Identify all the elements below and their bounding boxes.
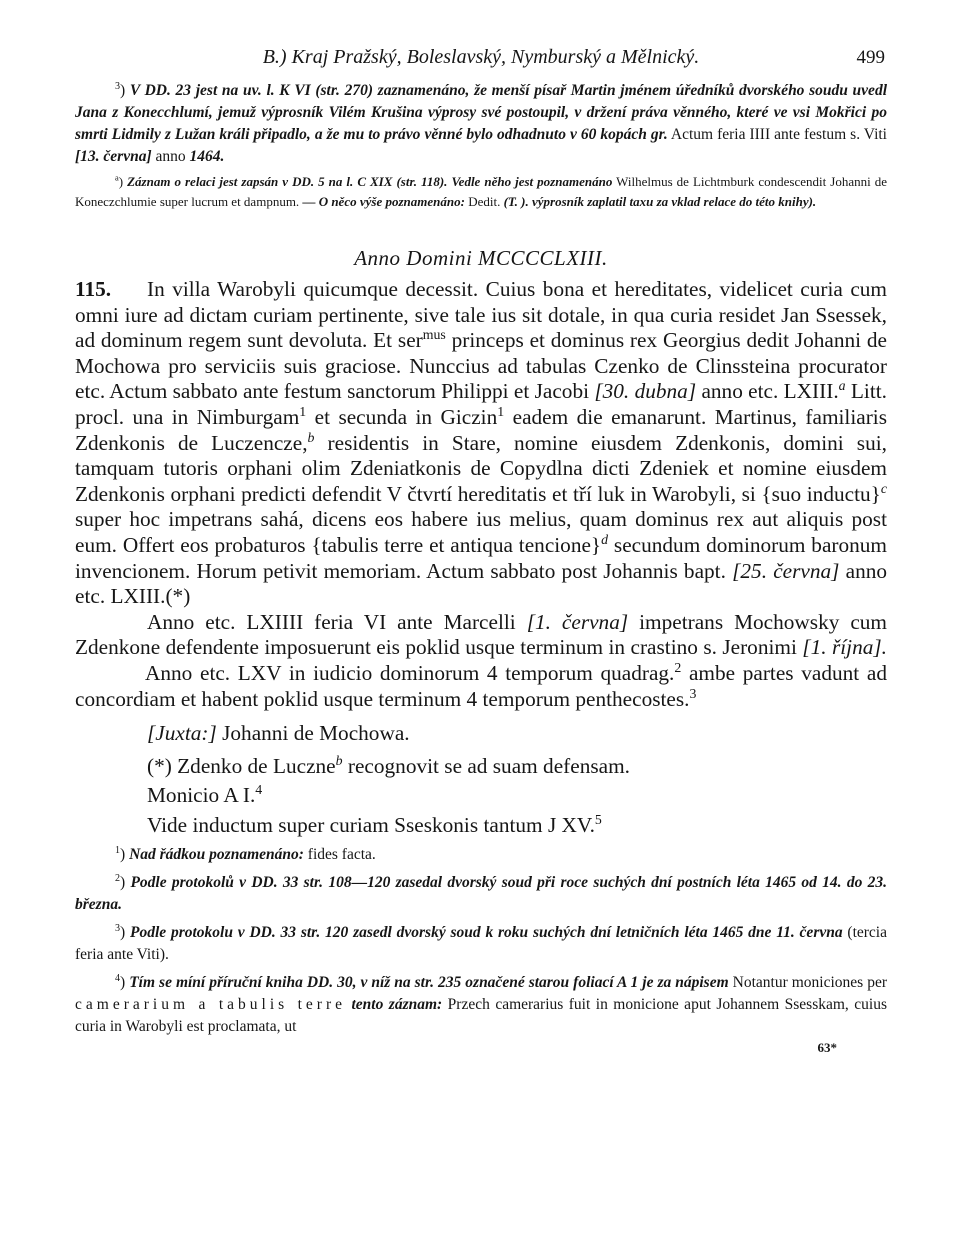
date-bracket: [1. června]	[526, 609, 629, 634]
superscript: b	[307, 429, 315, 445]
juxta-text: Johanni de Mochowa.	[216, 721, 410, 746]
entry-text: Litt. procl. una in Nimburgam	[75, 379, 887, 429]
entry-paragraph-2	[75, 610, 887, 712]
running-title: B.) Kraj Pražský, Boleslavský, Nymburský a Mělnický.	[262, 46, 700, 68]
footnote-2: $^2$) Podle protokolů v DD. 33 str. 108—120 zasedal dvorský soud při roce suchých dní postních léta 1465 od 14. do 23. března.	[75, 873, 887, 914]
footnote-marker: 3	[115, 80, 121, 92]
superscript: a	[838, 378, 846, 394]
juxta-label: [Juxta:]	[147, 721, 217, 746]
footnote-italic-text: V DD. 23 jest na uv. l. K VI (str. 270) zaznamenáno, že menší písař Martin jménem úředníků dvorského soudu uvedl Jana z Konecchlumí, jemuž výprosník Vilém Krušina výprosy své postoupil, v držení práva věnného, které ve vsi Mokřici po smrti Lidmily z Lužan králi připadlo, a že mu to právo věnné bylo odhadnuto v 60 kopách gr.	[75, 82, 887, 143]
entry-number: 115.	[75, 277, 112, 301]
superscript: 4	[255, 782, 263, 798]
footnote-spaced-text: camerarium a tabulis terre	[75, 996, 347, 1014]
entry-text: secundum dominorum baronum invencionem. Horum petivit memoriam. Actum sabbato post Johannis bapt.	[75, 532, 887, 583]
footnote-italic-text: Podle protokolů v DD. 33 str. 108—120 zasedal dvorský soud při roce suchých dní postních léta 1465 od 14. do 23. března.	[75, 874, 887, 914]
date-bracket: [30. dubna]	[594, 379, 697, 404]
footnote-3: $^3$) Podle protokolu v DD. 33 str. 120 zasedl dvorský soud k roku suchých dní letničních léta 1465 dne 11. června (tercia feria ante Viti).	[75, 923, 887, 964]
superscript: 1	[299, 403, 307, 419]
inserted-text: {tabulis terre et antiqua tencione}	[311, 532, 602, 557]
entry-text: Anno etc. LXIIII feria VI ante Marcelli	[147, 609, 527, 634]
inserted-text: {suo inductu}	[761, 481, 881, 506]
year-heading: Anno Domini MCCCCLXIII.	[354, 246, 608, 270]
entry-text: impetrans Mochowsky cum Zdenkone defendente imposuerunt eis poklid usque terminum in crastino s. Jeronimi	[75, 609, 887, 660]
footnote-tail-roman: anno	[155, 148, 186, 165]
entry-text: super hoc impetrans sahá, dicens eos habere ius melius, quam dominus rex aut aliquis post eum. Offert eos probaturos	[75, 507, 887, 557]
note-a-italic-3: (T. ). výprosník zaplatil taxu za vklad relace do této knihy).	[503, 194, 817, 209]
printer-signature: 63*	[817, 1040, 837, 1056]
footnote-roman-text: Notantur moniciones per	[728, 974, 887, 992]
superscript: c	[880, 480, 887, 496]
superscript: 1	[497, 403, 505, 419]
note-a-italic-2: — O něco výše poznamenáno:	[302, 194, 465, 209]
footnote-a: $^a$) Záznam o relaci jest zapsán v DD. 5 na l. C XIX (str. 118). Vedle něho jest poznamenáno Wilhelmus de Lichtmburk condescendit Johanni de Koneczchlumie super lucrum et dampnum. — O něco výše poznamenáno: Dedit. (T. ). výprosník zaplatil taxu za vklad relace do této knihy).	[75, 172, 887, 209]
footnote-italic-text: Podle protokolu v DD. 33 str. 120 zasedl dvorský soud k roku suchých dní letničních léta 1465 dne 11. června	[130, 924, 843, 942]
footnote-marker: 2	[115, 873, 121, 885]
superscript: 3	[689, 685, 697, 701]
footnote-roman-text: fides facta.	[303, 846, 376, 864]
footnote-roman-text: (tercia feria ante Viti).	[75, 924, 887, 964]
superscript: b	[335, 752, 343, 768]
vide-text: Vide inductum super curiam Sseskonis tantum J XV.	[147, 812, 595, 837]
entry-text: In villa Warobyli quicumque decessit. Cuius bona et hereditates, videlicet curia cum omni iure ad dictam curiam pertinente, sive tale ius sit dotale, in qua curia residet Jan Ssessek, ad dominum regem sunt devoluta. Et ser	[75, 277, 887, 353]
entry-text: eadem die emanarunt. Martinus, familiaris Zdenkonis de Luczencze,	[75, 404, 888, 455]
entry-text: ambe partes vadunt ad concordiam et habent poklid usque terminum 4 temporum penthecostes.	[75, 660, 887, 711]
monicio-text: Monicio A I.	[147, 783, 256, 808]
footnote-marker: 1	[115, 845, 121, 857]
footnote-marker: 3	[115, 923, 121, 935]
footnote-date-bracket: [13. června]	[75, 148, 152, 165]
footnote-roman-text: Actum feria IIII ante festum s. Viti	[670, 126, 887, 143]
date-bracket: [25. června]	[732, 558, 840, 583]
monicio-line	[147, 783, 887, 809]
entry-text: residentis in Stare, nomine eiusdem Zdenkonis, domini sui, tamquam tutoris orphani olim Zdeniatkonis de Copydlna dicti Zdeniek et nomine eiusdem Zdenkonis orphani predicti defendit V čtvrtí hereditatis et tří luk in Warobyli, si	[75, 430, 887, 506]
page-number: 499	[856, 47, 885, 68]
note-a-italic-1: Záznam o relaci jest zapsán v DD. 5 na l. C XIX (str. 118). Vedle něho jest poznamenáno	[127, 174, 613, 189]
superscript: 2	[674, 659, 682, 675]
footnote-tail-italic: 1464.	[189, 148, 225, 165]
carryover-footnote-3: $^3$) V DD. 23 jest na uv. l. K VI (str. 270) zaznamenáno, že menší písař Martin jménem úředníků dvorského soudu uvedl Jana z Konecchlumí, jemuž výprosník Vilém Krušina výprosy své postoupil, v držení práva věnného, které ve vsi Mokřici po smrti Lidmily z Lužan králi připadlo, a že mu to právo věnné bylo odhadnuto v 60 kopách gr. Actum feria IIII ante festum s. Viti [13. června] anno 1464.	[75, 80, 887, 165]
footnote-roman-text: Przech camerarius fuit in monicione aput Johannem Ssesskam, cuius curia in Warobyli est proclamata, ut	[75, 996, 887, 1036]
footnote-1: $^1$) Nad řádkou poznamenáno: fides facta.	[115, 845, 376, 864]
superscript: 5	[594, 811, 602, 827]
entry-text: et secunda in Giczin	[306, 404, 498, 429]
asterisk-note-text: (*) Zdenko de Luczne	[147, 753, 336, 778]
entry-paragraph-1	[75, 277, 887, 610]
footnote-marker: 4	[115, 973, 121, 985]
asterisk-note-text: recognovit se ad suam defensam.	[342, 753, 630, 778]
running-header	[75, 46, 887, 76]
footnote-marker: a	[115, 172, 119, 183]
entry-text: anno etc. LXIII.	[696, 379, 839, 404]
entry-text: anno etc. LXIII.(*)	[75, 558, 888, 609]
note-a-roman-1: Wilhelmus de Lichtmburk condescendit Johanni de Koneczchlumie super lucrum et dampnum.	[75, 174, 887, 209]
entry-text: princeps et dominus rex Georgius dedit Johanni de Mochowa pro serviciis suis graciose. Nunccius ad tabulas Czenko de Clinssteina procurator etc. Actum sabbato ante festum sanctorum Philippi et Jacobi	[75, 328, 887, 404]
footnote-4: $^4$) Tím se míní příruční kniha DD. 30, v níž na str. 235 označené starou foliací A 1 je za nápisem Notantur moniciones per camerarium a tabulis terre tento záznam: Przech camerarius fuit in monicione aput Johannem Ssesskam, cuius curia in Warobyli est proclamata, ut	[75, 973, 887, 1036]
superscript: mus	[422, 327, 446, 343]
document-page	[75, 46, 887, 1056]
vide-line	[147, 813, 887, 839]
date-bracket: [1. října].	[802, 635, 888, 660]
footnote-italic-text: tento záznam:	[346, 996, 443, 1014]
note-a-roman-2: Dedit.	[468, 194, 501, 209]
entry-text: Anno etc. LXV in iudicio dominorum 4 temporum quadrag.	[145, 660, 675, 685]
juxta-line	[147, 721, 887, 747]
asterisk-note-line	[147, 754, 887, 780]
superscript: d	[601, 531, 609, 547]
footnote-italic-text: Tím se míní příruční kniha DD. 30, v níž na str. 235 označené starou foliací A 1 je za nápisem	[129, 974, 729, 992]
footnote-italic-text: Nad řádkou poznamenáno:	[129, 846, 304, 864]
